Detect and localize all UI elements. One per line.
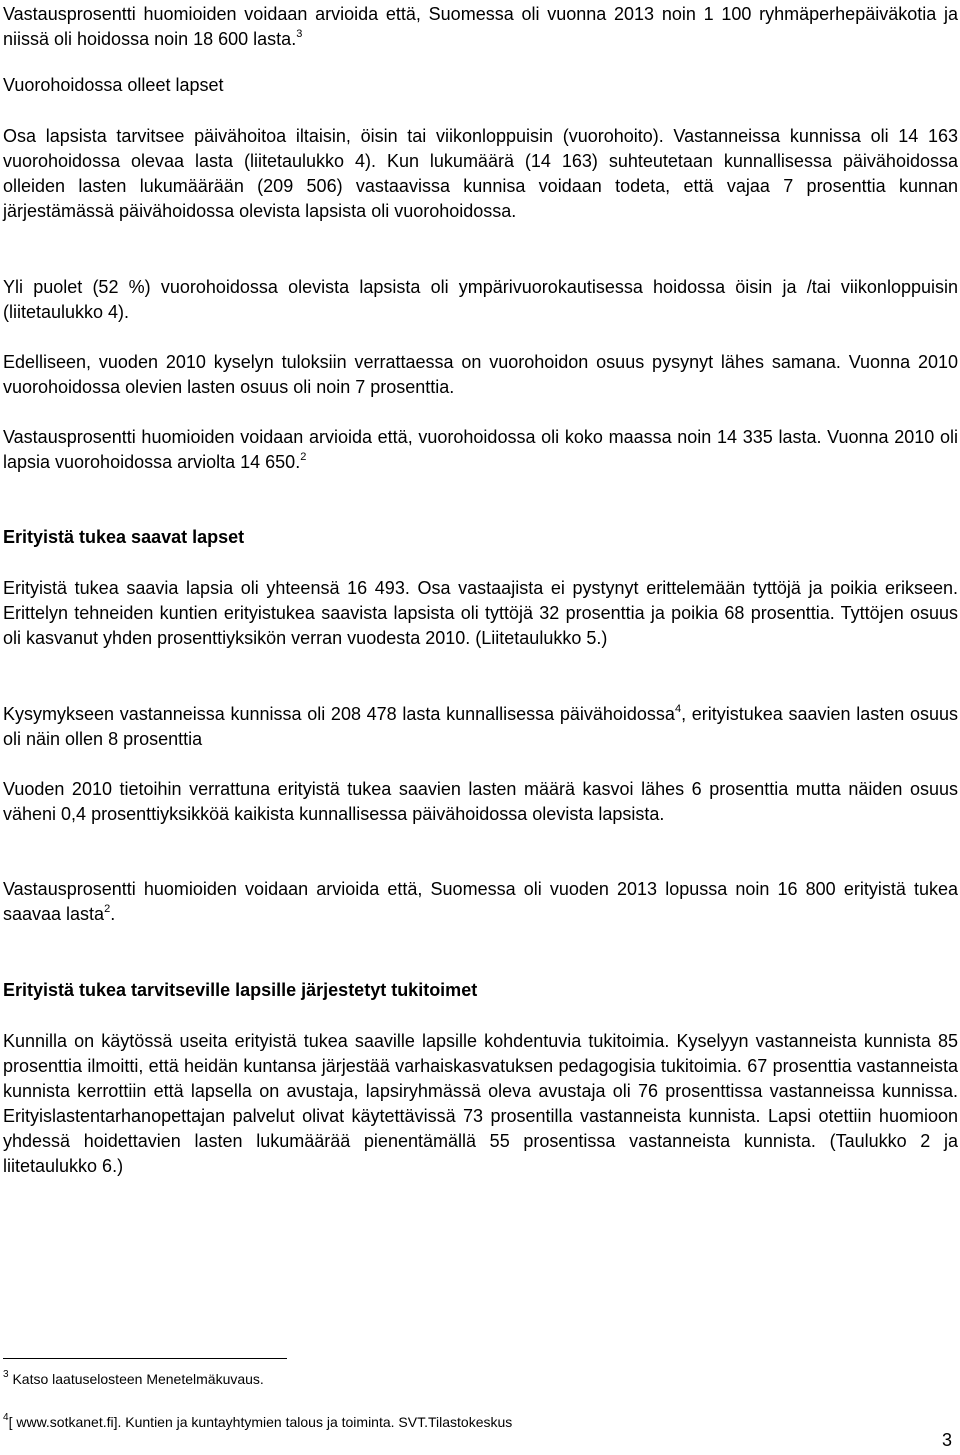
footnote-mark-3: 3 [3, 1369, 9, 1380]
footnote-ref-3: 3 [296, 28, 303, 40]
paragraph-erityistuki-maara: Erityistä tukea saavia lapsia oli yhteensä 16 493. Osa vastaajista ei pystynyt erittelemään tyttöjä ja poikia erikseen. Erittelyn tehneiden kuntien erityistukea saavista lapsista oli tyttöjä 32 prosenttia ja poikia 68 prosenttia. Tyttöjen osuus oli kasvanut yhden prosenttiyksikön verran vuodesta 2010. (Liitetaulukko 5.) [3, 578, 958, 648]
paragraph-vuorohoito-lukumaara: Osa lapsista tarvitsee päivähoitoa iltaisin, öisin tai viikonloppuisin (vuorohoito). Vastanneissa kunnissa oli 14 163 vuorohoidossa olevaa lasta (liitetaulukko 4). Kun lukumäärä (14 163) suhteutetaan kunnallisessa päivähoidossa olleiden lasten lukumäärään (209 506) vastaavissa kunnisa voidaan todeta, että vajaa 7 prosenttia kunnan järjestämässä päivähoidossa olevista lapsista oli vuorohoidossa. [3, 126, 958, 221]
footnote-4: $^4$[ www.sotkanet.fi]. Kuntien ja kuntayhtymien talous ja toiminta. SVT.Tilastokeskus [3, 1412, 513, 1430]
footnote-divider [3, 1358, 287, 1359]
paragraph-ryhmaperhepaivakodit: Vastausprosentti huomioiden voidaan arvioida että, Suomessa oli vuonna 2013 noin 1 100 ryhmäperhepäiväkotia ja niissä oli hoidossa noin 18 600 lasta.$^3$ [3, 4, 958, 49]
footnote-ref-2: 2 [300, 451, 307, 463]
paragraph-vertailu-2010: Edelliseen, vuoden 2010 kyselyn tuloksiin verrattaessa on vuorohoidon osuus pysynyt lähes samana. Vuonna 2010 vuorohoidossa olevien lasten osuus oli noin 7 prosenttia. [3, 352, 958, 397]
footnote-ref-4: 4 [674, 703, 682, 715]
paragraph-erityistuki-arvio: Vastausprosentti huomioiden voidaan arvioida että, Suomessa oli vuoden 2013 lopussa noin 16 800 erityistä tukea saavaa lasta$^2$. [3, 879, 958, 924]
page-number: 3 [941, 1430, 952, 1450]
paragraph-tukitoimet: Kunnilla on käytössä useita erityistä tukea saaville lapsille kohdentuvia tukitoimia. Kyselyyn vastanneista kunnista 85 prosenttia ilmoitti, että heidän kuntansa järjestää varhaiskasvatuksen pedagogisia tukitoimia. 67 prosenttia vastanneista kunnista kerrottiin että lapsella on avustaja, lapsiryhmässä oleva avustaja oli 76 prosenttissa vastanneissa kunnissa. Erityislastentarhanopettajan palvelut olivat käytettävissä 73 prosentilla vastanneista kunnista. Lapsi otettiin huomioon yhdessä hoidettavien lasten lukumäärää pienentämällä 55 prosentissa vastanneista kunnista. (Taulukko 2 ja liitetaulukko 6.) [3, 1031, 958, 1176]
heading-erityistuki: Erityistä tukea saavat lapset [3, 527, 245, 547]
footnote-mark-4: 4 [3, 1412, 9, 1423]
paragraph-vuorohoito-arvio: Vastausprosentti huomioiden voidaan arvioida että, vuorohoidossa oli koko maassa noin 14 335 lasta. Vuonna 2010 oli lapsia vuorohoidossa arviolta 14 650.$^2$ [3, 427, 958, 472]
heading-vuorohoito: Vuorohoidossa olleet lapset [3, 75, 224, 95]
paragraph-erityistuki-vertailu: Vuoden 2010 tietoihin verrattuna erityistä tukea saavien lasten määrä kasvoi lähes 6 prosenttia mutta näiden osuus väheni 0,4 prosenttiyksikköä kaikista kunnallisessa päivähoidossa olevista lapsista. [3, 779, 958, 824]
paragraph-erityistuki-osuus: Kysymykseen vastanneissa kunnissa oli 208 478 lasta kunnallisessa päivähoidossa$^4$, erityistukea saavien lasten osuus oli näin ollen 8 prosenttia [3, 703, 959, 749]
paragraph-ymparivuorokautinen: Yli puolet (52 %) vuorohoidossa olevista lapsista oli ympärivuorokautisessa hoidossa öisin ja /tai viikonloppuisin (liitetaulukko 4). [3, 277, 958, 322]
footnote-ref-2b: 2 [104, 903, 111, 915]
footnote-3: $^3$ Katso laatuselosteen Menetelmäkuvaus. [3, 1369, 264, 1387]
heading-tukitoimet: Erityistä tukea tarvitseville lapsille järjestetyt tukitoimet [3, 980, 478, 1000]
